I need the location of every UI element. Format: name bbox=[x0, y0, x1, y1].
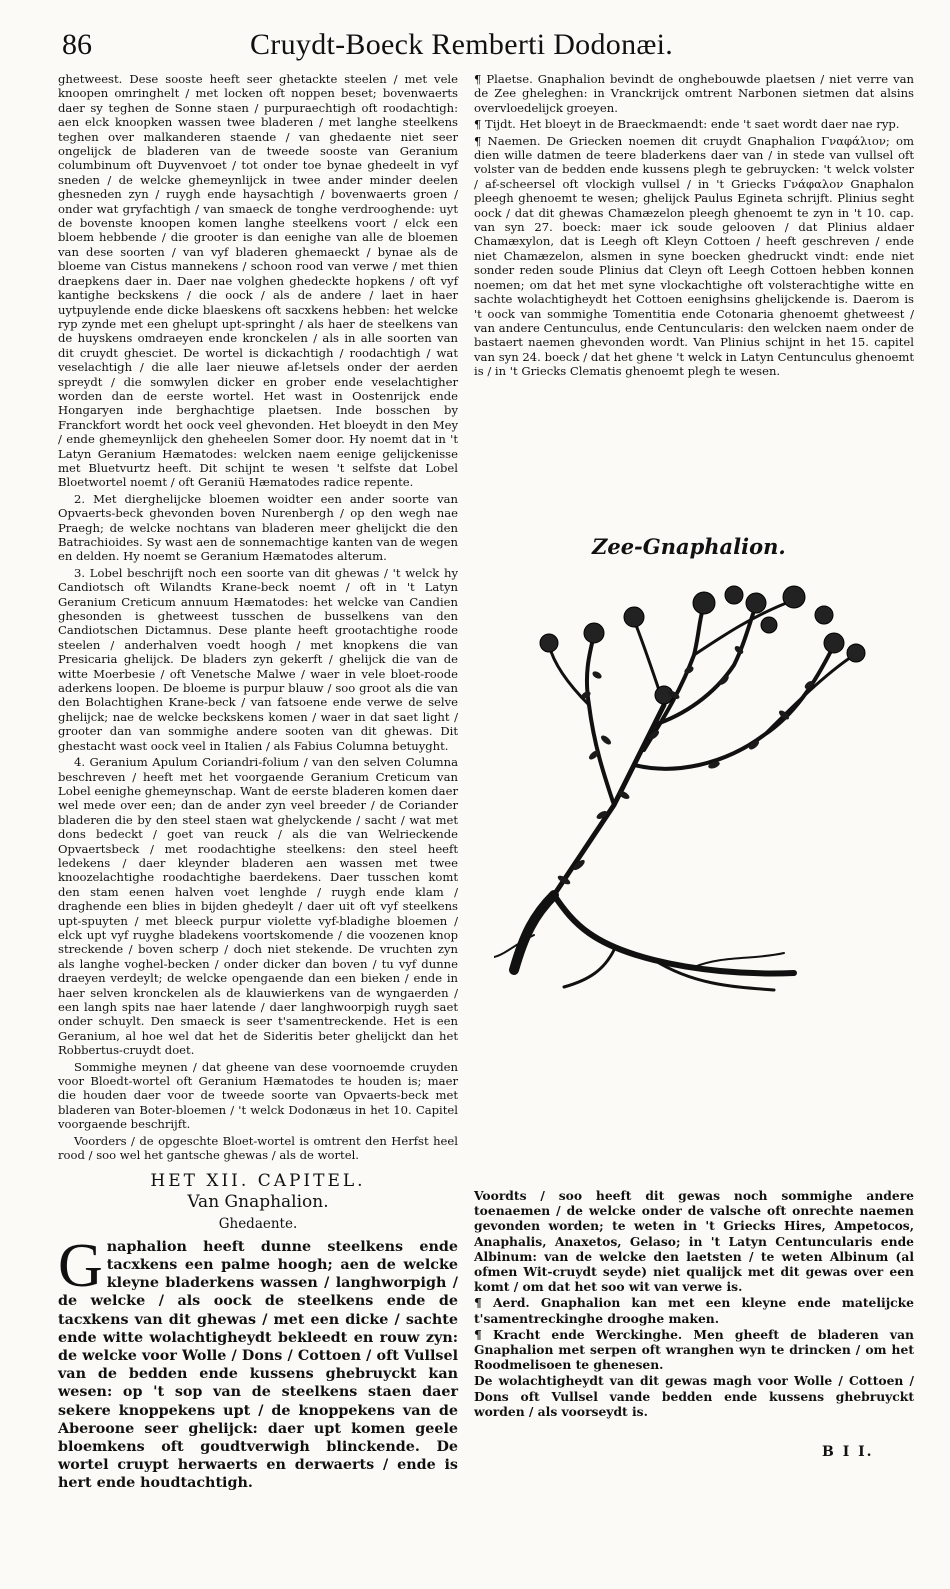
right-bottom-paragraph-2: ¶ Aerd. Gnaphalion kan met een kleyne ende matelijcke t'samentreckinghe drooghe maken. bbox=[474, 1295, 914, 1326]
right-paragraph-1: ¶ Plaetse. Gnaphalion bevindt de onghebouwde plaetsen / niet verre van de Zee gheleghen: in Vranckrijck omtrent Narbonen sietmen dat alsins overvloedelijck groeyen. bbox=[474, 72, 914, 115]
right-bottom-text bbox=[474, 1188, 914, 1420]
chapter-intro-text: naphalion heeft dunne steelkens ende tacxkens een palme hoogh; aen de welcke kleyne bladerkens wassen / langhworpigh / de welcke / als oock de steelkens ende de tacxkens van dit ghewas / met een dicke / sachte ende witte wolachtigheydt bekleedt en rouw zyn: de welcke voor Wolle / Dons / Cottoen / oft Vullsel van de bedden ende kussens ghebruyckt kan wesen: op 't sop van de steelkens staen daer sekere knoppekens upt / de knoppekens van de Aberoone seer ghelijck: daer upt komen geele bloemkens oft goudtverwigh blinckende. De wortel cruypt herwaerts en derwaerts / ende is hert ende houdtachtigh. bbox=[58, 1238, 458, 1492]
page-number: 86 bbox=[62, 28, 92, 61]
running-title: Cruydt-Boeck Remberti Dodonæi. bbox=[250, 28, 674, 61]
plant-woodcut-illustration bbox=[494, 575, 894, 995]
right-paragraph-2: ¶ Tijdt. Het bloeyt in de Braeckmaendt: ende 't saet wordt daer nae ryp. bbox=[474, 117, 900, 132]
drop-cap: G bbox=[58, 1231, 103, 1300]
right-column bbox=[474, 72, 914, 381]
left-paragraph-4: 4. Geranium Apulum Coriandri-folium / van den selven Columna beschreven / heeft met het voorgaende Geranium Creticum van Lobel eenighe ghemeynschap. Want de eerste bladeren komen daer wel mede over een; dan de ander zyn veel breeder / de Coriander bladeren die by den steel staen wat ghelyckende / sacht / wat met dons bedeckt / goet van reuck / als die van Welrieckende Opvaertsbeck / met roodachtighe steelkens: den steel heeft ledekens / daer kleynder bladeren aen wassen met twee knoozelachtighe roodachtighe baerdekens. Daer tusschen komt den stam eenen halven voet lenghde / ruygh ende klam / draghende een blies in bijden ghedeylt / daer uit oft vyf steelkens upt-spuyten / met bleeck purpur violette vyf-bladighe bloemen / elck upt vyf ruyghe bladekens voortskomende / die voozenen knop streckende / boven scherp / doch niet stekende. De vruchten zyn als langhe voghel-becken / onder dicker dan boven / tu vyf dunne draeyen verdeylt; de welcke opengaende dan een bieken / ende in haer selven kronckelen als de klauwierkens van de wyngaerden / een langh spits nae haer latende / daer langhwoorpigh ruygh saet onder schuylt. Den smaeck is seer t'samentreckende. Het is een Geranium, al hoe wel dat het de Sideritis beter ghelijckt dan het Robbertus-cruydt doet. bbox=[58, 755, 458, 1058]
left-paragraph-5: Sommighe meynen / dat gheene van dese voornoemde cruyden voor Bloedt-wortel oft Geranium Hæmatodes te houden is; maer die houden daer voor de tweede soorte van Opvaerts-beck met bladeren van Boter-bloemen / 't welck Dodonæus in het 10. Capitel voorgaende beschrijft. bbox=[58, 1059, 458, 1132]
left-paragraph-2: 2. Met dierghelijcke bloemen woidter een ander soorte van Opvaerts-beck ghevonden boven Nurenbergh / op den wegh nae Praegh; de welcke nochtans van bladeren meer ghelijckt die den Batrachioides. Sy wast aen de sonnemachtige kanten van de wegen en delden. Hy noemt se Geranium Hæmatodes alterum. bbox=[58, 491, 458, 564]
chapter-subtitle: Van Gnaphalion. bbox=[187, 1191, 329, 1212]
left-paragraph-3: 3. Lobel beschrijft noch een soorte van dit ghewas / 't welck hy Candiotsch oft Wilandts Krane-beck noemt / oft in 't Latyn Geranium Creticum annuum Hæmatodes: het welcke van Candien ghesonden is ghetweest tusschen de busselkens van den Candiotschen Dictamnus. Dese plante heeft grootachtighe roode steelen / anderhalven voedt hoogh / met knopkens die van Presicaria ghelijck. De bladers zyn gekerft / ghelijck die van de witte Moerbesie / oft Venetsche Malwe / waer in vele bloet-roode aderkens loopen. De bloeme is purpur blauw / soo groot als die van den Bolachtighen Krane-beck / van fatsoene ende verwe de selve ghelijck; nae de welcke beckskens komen / waer in dat saet light / grooter dan van sommighe andere sooten van dit ghewas. Dit ghestacht wast oock veel in Italien / als Fabius Columna betuyght. bbox=[58, 565, 458, 753]
right-bottom-paragraph-1: Voordts / soo heeft dit gewas noch sommighe andere toenaemen / de welcke onder de valsche oft onrechte naemen gevonden worden; te weten in 't Griecks Hires, Ampetocos, Anaphalis, Anaxetos, Gelaso; in 't Latyn Centuncularis ende Albinum: van de welcke den laetsten / te weten Albinum (al ofmen Wit-cruydt seyde) niet qualijck met dit gewas over een komt / om dat het soo wit van verwe is. bbox=[474, 1188, 914, 1295]
left-paragraph-6: Voorders / de opgeschte Bloet-wortel is omtrent den Herfst heel rood / soo wel het gantsche ghewas / als de wortel. bbox=[58, 1133, 458, 1163]
signature-mark: B I I. bbox=[822, 1444, 874, 1460]
right-bottom-paragraph-3: ¶ Kracht ende Werckinghe. Men gheeft de bladeren van Gnaphalion met serpen oft wranghen wyn te drincken / om het Roodmelisoen te ghenesen. bbox=[474, 1326, 914, 1373]
figure-title: Zee-Gnaphalion. bbox=[592, 534, 786, 559]
chapter-title: HET XII. CAPITEL. bbox=[150, 1171, 366, 1192]
left-paragraph-1: ghetweest. Dese sooste heeft seer ghetackte steelen / met vele knoopen omringhelt / met locken oft noppen beset; bovenwaerts daer sy teghen de Sonne staen / purpuraechtigh oft roodachtigh: aen elck knoopken wassen twee bladeren / met langhe steelkens teghen over malkanderen staende / van ghedaente niet seer ongelijck de bladeren van de tweede sooste van Geranium columbinum oft Duyvenvoet / tot onder toe bynae ghedeelt in vyf sneden / de welcke ghemeynlijck in twee ander minder deelen ghesneden zyn / ruygh ende haysachtigh / bovenwaerts groen / onder wat gryfachtigh / van smaeck de tonghe verdrooghende: uyt de bovenste knoopen komen langhe steelkens voort / elck een bloem hebbende / die grooter is dan eenighe van alle de bloemen van dese soorten / van vyf bladeren ghemaeckt / bynae als de bloeme van Cistus mannekens / schoon rood van verwe / met thien draepkens daer in. Daer nae volghen ghedeckte hopkens / oft vyf kantighe beckskens / die oock / als de andere / laet in haer uytpuylende ende dicke blaeskens oft sacxkens hebben: het welcke ryp zynde met een ghelupt upt-springht / als haer de steelkens van de huyskens omdraeyen ende kronckelen / als in alle soorten van dit cruydt ghesciet. De wortel is dickachtigh / roodachtigh / wat veselachtigh / die alle laer nieuwe af-letsels onder der aerden spreydt / die somwylen dicker en grober ende veselachtigher worden dan de eerste wortel. Het wast in Oostenrijck ende Hongaryen inde berghachtige plaetsen. Inde bosschen by Franckfort wordt het oock veel ghevonden. Het bloeydt in den Mey / ende ghemeynlijck den gheheelen Somer door. Hy noemt dat in 't Latyn Geranium Hæmatodes: welcken naem eenige gelijckenisse met Bluetvurtz heeft. Dit schijnt te wesen 't selfste dat Lobel Bloetwortel noemt / oft Geraniü Hæmatodes radice repente. bbox=[58, 72, 458, 490]
left-column bbox=[58, 72, 458, 1495]
right-paragraph-3: ¶ Naemen. De Griecken noemen dit cruydt Gnaphalion Γναφάλιον; om dien wille datmen de teere bladerkens daer van / in stede van vullsel oft volster van de bedden ende kussens plegh te gebruycken: 't welck volster / af-scheersel oft vlockigh vullsel / in 't Griecks Γνάφαλον Gnaphalon pleegh ghenoemt te wesen; ghelijck Paulus Egineta schrijft. Plinius seght oock / dat dit ghewas Chamæzelon pleegh ghenoemt te zyn in 't 10. cap. van syn 27. boeck: maer ick soude gelooven / dat Plinius aldaer Chamæxylon, dat is Leegh oft Kleyn Cottoen / heeft geschreven / ende niet Chamæzelon, alsmen in syne boecken ghedruckt vindt: ende niet sonder reden soude Plinius dat Cleyn oft Leegh Cottoen hebben konnen noemen; om dat het met syne vlockachtighe oft volsterachtighe witte en sachte wolachtigheydt het Cottoen eenighsins ghelijckende is. Daerom is 't oock van sommighe Tomentitia ende Cotonaria ghenoemt ghetweest / van andere Centunculus, ende Centuncularis: den welcken naem onder de bastaert naemen ghevonden wordt. Van Plinius schijnt in het 15. capitel van syn 24. boeck / dat het ghene 't welck in Latyn Centunculus ghenoemt is / in 't Griecks Clematis ghenoemt plegh te wesen. bbox=[474, 133, 914, 379]
section-heading: Ghedaente. bbox=[218, 1216, 298, 1233]
right-bottom-paragraph-4: De wolachtigheydt van dit gewas magh voor Wolle / Cottoen / Dons oft Vullsel vande bedden ende kussens ghebruyckt worden / als voorseydt is. bbox=[474, 1373, 914, 1419]
chapter-intro bbox=[58, 1231, 458, 1493]
